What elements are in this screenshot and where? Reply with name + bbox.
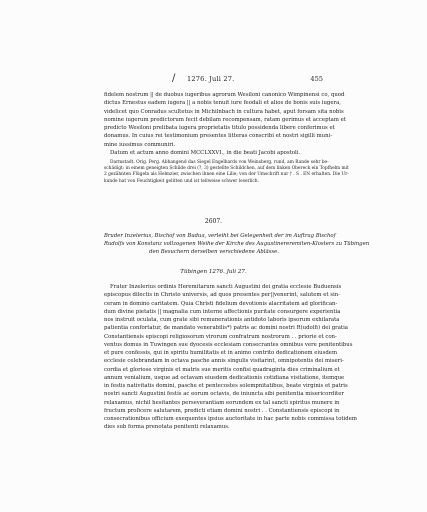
note-line: 2 gezähnten Flügeln als Helmzier, zwischen ihnen eine Lilie; von der Umschrift nur † . S . EN erhalten. Die Ur- — [104, 172, 349, 178]
text-line: Frater Inzelerius ordinis Heremitarum sancti Augustini dei gratia ecclesie Buduensis — [110, 284, 342, 290]
text-line: et pure confessis, qui in spiritu humilitatis et in animo contrito dedicationem eiusdem — [104, 350, 338, 356]
text-line: mine iussimus communiri. — [104, 141, 176, 148]
regest-line: Bruder Inzelerius, Bischof von Budua, verleiht bei Gelegenheit der im Auftrag Bischof — [104, 233, 336, 239]
text-line: videlicet quo Conradus scultetus in Michilnbach in cultura habet, aput forsam sita nobis — [104, 108, 344, 115]
text-line: Constantiensis episcopi religiosorum virorum confratrum nostrorum . . priorie et con- — [104, 333, 337, 340]
text-line: patientia confortatur, de mandato venerabilis*) patris ac domini nostri R(udolfi) dei gratia — [104, 325, 348, 332]
text-line: dum divine pietatis || magnalia cum interne affectionis puritate consurgere experientia — [104, 308, 341, 315]
datum-line: Datum et actum anno domini MCCLXXVI., in die beati Jacobi apostoli. — [110, 149, 301, 156]
text-line: predicto Wesiloni prelibata iugera proprietatis titulo possidenda libere conferimus et — [104, 125, 335, 131]
archival-note — [104, 160, 349, 185]
text-line: fidelem nostrum || de duobus iugeribus agrorum Wesiloni canonico Wimpinensi co, quod — [104, 92, 345, 98]
running-header — [0, 74, 427, 85]
pencil-mark: / — [172, 73, 176, 84]
text-line: dies sub forma prenotata penitenti relaxamus. — [104, 424, 230, 431]
text-line: annum venialium, usque ad octavam eiusdem dedicationis cotidiana visitatione, itemque — [104, 374, 345, 381]
text-line: nostri sancti Augustini festis ac eorum octavis, de iniuncta sibi penitentia misericorditer — [104, 391, 344, 398]
text-line: ecclesie celebrandam in octava pasche annis singulis visitarint, omnipotentis dei miseri- — [104, 358, 344, 365]
text-line: donamus. In cuius rei testimonium presentes litteras conscribi et nostri sigilli muni- — [104, 133, 333, 140]
regest-line: den Besuchern derselben verschiedene Ablässe. — [149, 248, 279, 255]
text-line: ventus domus in Tuwingen sue dyocesis ecclesiam consecrantes omnibus vere penitentibus — [104, 341, 353, 348]
regest — [104, 233, 370, 256]
regest-line: Rudolfs von Konstanz vollzogenen Weihe der Kirche des Augustinereremiten-Klosters zu Tübingen — [104, 240, 370, 247]
header-date: 1276. Juli 27. — [187, 75, 235, 83]
text-line: consecrationibus officium exequentes ipsius auctoritate in hac parte nobis commissa totidem — [104, 416, 357, 422]
place-date: Tübingen 1276. Juli 27. — [180, 269, 247, 275]
text-line: nomine iugerum predictorum fecit debilam recompensam, ratam gerimus et acceptam et — [104, 116, 346, 123]
note-line: Darmstadt. Orig. Perg. Abhangend das Siegel Engelhards von Weinsberg, rund, am Rande sehr be- — [110, 160, 329, 165]
text-line: cordia et gloriose virginis et matris sue meritis confisi quadraginta dies criminalium et — [104, 366, 340, 373]
page-number: 455 — [310, 75, 323, 83]
text-line: fructum proficere salutarem, predicti etiam domini nostri . . Constantiensis episcopi in — [104, 407, 340, 414]
note-line: schädigt: in einem geneigten Schilde drei (?, 3) gestellte Schildchen, auf dem linken Obereck ein Topfhelm mit — [104, 166, 349, 172]
text-line: dictus Ernestus eadem iugera || a nobis tenuit iure feodali et alios de bonis suis iugera, — [104, 100, 341, 107]
charter-main-text — [104, 283, 357, 432]
charter-text-continued — [104, 91, 346, 157]
text-line: nos instruit oculata, cum grate sibi remunerationis antidoto laboris ipsorum exhilarata — [104, 317, 340, 323]
text-line: episcopus dilectis in Christo universis, ad quos presentes per||venerint, salutem et sin- — [104, 292, 340, 299]
text-line: in festis nativitatis domini, pasche et pentecostes solempnitatibus, beate virginis et patris — [104, 383, 348, 389]
text-line: relaxamus, nichil hesitantes perseverantiam eorundem ex tal sancti spiritus munere in — [104, 399, 340, 406]
note-line: kunde hat von Feuchtigkeit gelitten und ist teilweise schwer leserlich. — [104, 178, 259, 184]
text-line: ceram in domino caritatem. Quia Christi fidelium devotionis alacritatem ad glorifican- — [104, 300, 338, 307]
document-number: 2607. — [204, 218, 223, 225]
